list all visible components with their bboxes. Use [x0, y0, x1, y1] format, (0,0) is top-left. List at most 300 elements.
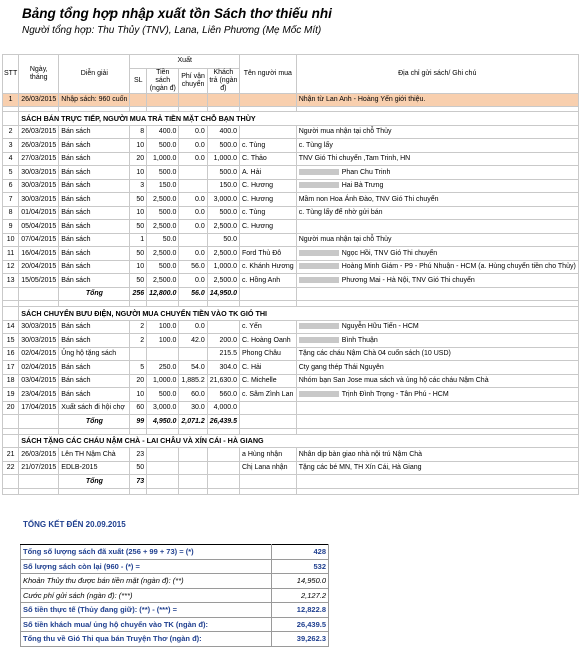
- tien-cell: 2,500.0: [147, 220, 179, 234]
- note-text: Nguyễn Hữu Tiến - HCM: [341, 323, 419, 331]
- note-text: Phan Chu Trinh: [341, 168, 391, 176]
- desc-cell: Bán sách: [59, 152, 130, 166]
- tien-cell: 500.0: [147, 260, 179, 274]
- note-cell: [296, 415, 578, 429]
- tien-cell: 1,000.0: [147, 374, 179, 388]
- buyer-cell: [240, 475, 297, 489]
- sheet-title: Bảng tổng hợp nhập xuất tồn Sách thơ thiếu nhi: [22, 6, 332, 21]
- tien-cell: 3,000.0: [147, 401, 179, 415]
- note-text: Phương Mai - Hà Nội, TNV Gió Thi chuyển: [341, 276, 475, 284]
- summary-value: 428: [272, 545, 329, 560]
- total-row: [3, 475, 579, 489]
- note-text: Người mua nhận tại chỗ Thủy: [298, 128, 392, 136]
- stt-cell: [3, 475, 19, 489]
- note-cell: [296, 287, 578, 301]
- desc-cell: Bán sách: [59, 334, 130, 348]
- stt-cell: [3, 287, 19, 301]
- date-cell: 30/03/2015: [19, 166, 59, 180]
- khach-cell: 215.5: [207, 347, 239, 361]
- header-phi: Phí vận chuyển: [179, 68, 207, 93]
- note-cell: [296, 475, 578, 489]
- phi-cell: 42.0: [179, 334, 207, 348]
- note-text: Mầm non Hoa Ánh Đào, TNV Gió Thi chuyển: [298, 195, 439, 203]
- total-tien: [147, 475, 179, 489]
- redacted-block: [299, 391, 339, 397]
- sl-cell: 10: [130, 260, 147, 274]
- stt-cell: 6: [3, 179, 19, 193]
- stt-cell: 5: [3, 166, 19, 180]
- tien-cell: 500.0: [147, 166, 179, 180]
- note-text: Cty gang thép Thái Nguyên: [298, 363, 384, 371]
- table-row: [3, 388, 579, 402]
- note-text: Nhóm bạn San Jose mua sách và ủng hộ các cháu Nậm Chà: [298, 377, 489, 385]
- tien-cell: 100.0: [147, 334, 179, 348]
- sl-cell: 20: [130, 374, 147, 388]
- desc-cell: Xuất sách đi hội chợ: [59, 401, 130, 415]
- section-stt: [3, 307, 19, 321]
- summary-row: [21, 632, 329, 647]
- table-row: [3, 374, 579, 388]
- buyer-cell: C. Hương: [240, 220, 297, 234]
- note-text: TNV Gió Thi chuyển ,Tam Trinh, HN: [298, 155, 411, 163]
- buyer-cell: A. Hải: [240, 166, 297, 180]
- header-tien-sach: Tiền sách (ngàn đ): [147, 68, 179, 93]
- date-cell: 26/03/2015: [19, 448, 59, 462]
- buyer-cell: a Hùng nhận: [240, 448, 297, 462]
- table-row: [3, 152, 579, 166]
- summary-value: 39,262.3: [272, 632, 329, 647]
- summary-label: Số tiền khách mua/ ủng hộ chuyển vào TK (ngàn đ):: [21, 617, 272, 632]
- spacer-row: [3, 488, 579, 494]
- phi-cell: 0.0: [179, 274, 207, 288]
- total-phi: 2,071.2: [179, 415, 207, 429]
- phi-cell: 56.0: [179, 260, 207, 274]
- total-khach: 26,439.5: [207, 415, 239, 429]
- desc-cell: Bán sách: [59, 220, 130, 234]
- summary-value: 2,127.2: [272, 588, 329, 603]
- header-address: Địa chỉ gửi sách/ Ghi chú: [296, 55, 578, 94]
- note-text: Ngọc Hồi, TNV Gió Thi chuyển: [341, 249, 438, 257]
- section-heading: SÁCH BÁN TRỰC TIẾP, NGƯỜI MUA TRẢ TIỀN MẶT CHỖ BẠN THÙY: [19, 112, 579, 126]
- khach-cell: [207, 93, 239, 107]
- date-cell: 15/05/2015: [19, 274, 59, 288]
- stt-cell: 21: [3, 448, 19, 462]
- buyer-cell: c. Khánh Hương: [240, 260, 297, 274]
- buyer-cell: Phong Châu: [240, 347, 297, 361]
- note-text: c. Tùng lấy để nhờ gửi bán: [298, 209, 383, 217]
- date-cell: 03/04/2015: [19, 374, 59, 388]
- phi-cell: 30.0: [179, 401, 207, 415]
- desc-cell: Bán sách: [59, 247, 130, 261]
- total-label: Tổng: [59, 415, 130, 429]
- header-xuat: Xuất: [130, 55, 240, 69]
- sl-cell: 50: [130, 193, 147, 207]
- empty-cell: [130, 488, 147, 494]
- note-text: Bình Thuận: [341, 336, 378, 344]
- summary-value: 26,439.5: [272, 617, 329, 632]
- table-row: [3, 206, 579, 220]
- tien-cell: 150.0: [147, 179, 179, 193]
- buyer-cell: Chị Lana nhận: [240, 461, 297, 475]
- section-heading-row: [3, 112, 579, 126]
- note-cell: [296, 448, 578, 462]
- desc-cell: Bán sách: [59, 260, 130, 274]
- phi-cell: 0.0: [179, 320, 207, 334]
- buyer-cell: C. Hương: [240, 193, 297, 207]
- note-text: Tặng các cháu Nậm Chà 04 cuốn sách (10 USD): [298, 350, 451, 358]
- redacted-block: [299, 337, 339, 343]
- table-body: [3, 93, 579, 494]
- note-cell: [296, 206, 578, 220]
- phi-cell: [179, 93, 207, 107]
- khach-cell: 1,000.0: [207, 260, 239, 274]
- date-cell: [19, 475, 59, 489]
- note-text: Hai Bà Trưng: [341, 182, 384, 190]
- sl-cell: [130, 347, 147, 361]
- sl-cell: 50: [130, 274, 147, 288]
- header-buyer: Tên người mua: [240, 55, 297, 94]
- date-cell: 02/04/2015: [19, 347, 59, 361]
- date-cell: 30/03/2015: [19, 334, 59, 348]
- note-text: Tặng các bé MN, TH Xín Cái, Hà Giang: [298, 464, 422, 472]
- tien-cell: [147, 448, 179, 462]
- khach-cell: 2,500.0: [207, 274, 239, 288]
- note-cell: [296, 374, 578, 388]
- date-cell: 26/03/2015: [19, 93, 59, 107]
- desc-cell: Bán sách: [59, 274, 130, 288]
- buyer-cell: C. Thảo: [240, 152, 297, 166]
- date-cell: [19, 287, 59, 301]
- desc-cell: Bán sách: [59, 320, 130, 334]
- sl-cell: [130, 93, 147, 107]
- redacted-block: [299, 263, 339, 269]
- total-phi: 56.0: [179, 287, 207, 301]
- empty-cell: [3, 488, 19, 494]
- khach-cell: 3,000.0: [207, 193, 239, 207]
- total-row: [3, 415, 579, 429]
- sl-cell: 10: [130, 206, 147, 220]
- section-stt: [3, 434, 19, 448]
- date-cell: 17/04/2015: [19, 401, 59, 415]
- tien-cell: 2,500.0: [147, 247, 179, 261]
- total-phi: [179, 475, 207, 489]
- desc-cell: Bán sách: [59, 374, 130, 388]
- table-row: [3, 461, 579, 475]
- buyer-cell: c. Hồng Anh: [240, 274, 297, 288]
- desc-cell: Bán sách: [59, 361, 130, 375]
- phi-cell: [179, 233, 207, 247]
- total-tien: 4,950.0: [147, 415, 179, 429]
- buyer-cell: [240, 125, 297, 139]
- tien-cell: [147, 93, 179, 107]
- date-cell: 27/03/2015: [19, 152, 59, 166]
- stt-cell: 4: [3, 152, 19, 166]
- khach-cell: 2,500.0: [207, 247, 239, 261]
- khach-cell: 50.0: [207, 233, 239, 247]
- table-row: [3, 220, 579, 234]
- sl-cell: 20: [130, 152, 147, 166]
- note-cell: [296, 193, 578, 207]
- redacted-block: [299, 250, 339, 256]
- stt-cell: 10: [3, 233, 19, 247]
- khach-cell: 1,000.0: [207, 152, 239, 166]
- total-khach: [207, 475, 239, 489]
- stt-cell: 1: [3, 93, 19, 107]
- phi-cell: 0.0: [179, 152, 207, 166]
- table-row: [3, 139, 579, 153]
- redacted-block: [299, 169, 339, 175]
- tien-cell: 400.0: [147, 125, 179, 139]
- tien-cell: [147, 347, 179, 361]
- note-cell: [296, 388, 578, 402]
- date-cell: [19, 415, 59, 429]
- buyer-cell: C. Hoàng Oanh: [240, 334, 297, 348]
- note-cell: Nhận từ Lan Anh - Hoàng Yến giới thiệu.: [296, 93, 578, 107]
- phi-cell: 0.0: [179, 139, 207, 153]
- total-sl: 99: [130, 415, 147, 429]
- sl-cell: 60: [130, 401, 147, 415]
- sl-cell: 50: [130, 247, 147, 261]
- table-row: [3, 401, 579, 415]
- summary-value: 532: [272, 559, 329, 574]
- tien-cell: 250.0: [147, 361, 179, 375]
- sl-cell: 50: [130, 461, 147, 475]
- summary-label: Số tiền thực tế (Thủy đang giữ): (**) - (***) =: [21, 603, 272, 618]
- phi-cell: [179, 166, 207, 180]
- stt-cell: 20: [3, 401, 19, 415]
- buyer-cell: C. Hương: [240, 179, 297, 193]
- sl-cell: 50: [130, 220, 147, 234]
- note-cell: [296, 320, 578, 334]
- redacted-block: [299, 182, 339, 188]
- summary-label: Số lượng sách còn lại (960 - (*) =: [21, 559, 272, 574]
- sl-cell: 2: [130, 320, 147, 334]
- note-cell: [296, 152, 578, 166]
- date-cell: 01/04/2015: [19, 206, 59, 220]
- phi-cell: 0.0: [179, 206, 207, 220]
- total-sl: 73: [130, 475, 147, 489]
- total-label: Tổng: [59, 287, 130, 301]
- desc-cell: Bán sách: [59, 179, 130, 193]
- note-cell: [296, 220, 578, 234]
- khach-cell: [207, 461, 239, 475]
- buyer-cell: c. Yến: [240, 320, 297, 334]
- empty-cell: [240, 488, 297, 494]
- khach-cell: 500.0: [207, 139, 239, 153]
- empty-cell: [19, 488, 59, 494]
- sl-cell: 2: [130, 334, 147, 348]
- summary-table: [20, 544, 329, 647]
- khach-cell: 400.0: [207, 125, 239, 139]
- khach-cell: 150.0: [207, 179, 239, 193]
- khach-cell: [207, 448, 239, 462]
- empty-cell: [296, 488, 578, 494]
- tien-cell: 500.0: [147, 206, 179, 220]
- buyer-cell: [240, 401, 297, 415]
- date-cell: 23/04/2015: [19, 388, 59, 402]
- phi-cell: [179, 448, 207, 462]
- desc-cell: EDLB-2015: [59, 461, 130, 475]
- date-cell: 30/03/2015: [19, 320, 59, 334]
- sheet-subtitle: Người tổng hợp: Thu Thủy (TNV), Lana, Liên Phương (Mẹ Mốc Mít): [22, 25, 322, 36]
- total-label: Tổng: [59, 475, 130, 489]
- phi-cell: 0.0: [179, 247, 207, 261]
- summary-row: [21, 603, 329, 618]
- desc-cell: Bán sách: [59, 206, 130, 220]
- header-sl: SL: [130, 68, 147, 93]
- note-cell: [296, 401, 578, 415]
- date-cell: 21/07/2015: [19, 461, 59, 475]
- note-text: Nhân dịp bàn giao nhà nội trú Nậm Chà: [298, 450, 423, 458]
- summary-label: Tổng số lượng sách đã xuất (256 + 99 + 73) = (*): [21, 545, 272, 560]
- buyer-cell: Ford Thủ Đô: [240, 247, 297, 261]
- import-row: [3, 93, 579, 107]
- tien-cell: 2,500.0: [147, 193, 179, 207]
- buyer-cell: C. Hải: [240, 361, 297, 375]
- summary-row: [21, 588, 329, 603]
- buyer-cell: c. Sâm Zình Lan: [240, 388, 297, 402]
- stt-cell: 12: [3, 260, 19, 274]
- redacted-block: [299, 277, 339, 283]
- stt-cell: 13: [3, 274, 19, 288]
- date-cell: 02/04/2015: [19, 361, 59, 375]
- sl-cell: 10: [130, 388, 147, 402]
- sl-cell: 1: [130, 233, 147, 247]
- sl-cell: 10: [130, 166, 147, 180]
- phi-cell: [179, 461, 207, 475]
- phi-cell: 0.0: [179, 125, 207, 139]
- stt-cell: 18: [3, 374, 19, 388]
- buyer-cell: [240, 233, 297, 247]
- buyer-cell: [240, 415, 297, 429]
- date-cell: 30/03/2015: [19, 193, 59, 207]
- summary-title: TỔNG KẾT ĐẾN 20.09.2015: [23, 520, 126, 529]
- stt-cell: 22: [3, 461, 19, 475]
- empty-cell: [59, 488, 130, 494]
- desc-cell: Bán sách: [59, 193, 130, 207]
- phi-cell: [179, 179, 207, 193]
- table-row: [3, 347, 579, 361]
- note-cell: [296, 139, 578, 153]
- stt-cell: 16: [3, 347, 19, 361]
- table-row: [3, 233, 579, 247]
- stt-cell: [3, 415, 19, 429]
- header-date: Ngày, tháng: [19, 55, 59, 94]
- note-cell: [296, 166, 578, 180]
- stt-cell: 3: [3, 139, 19, 153]
- note-cell: [296, 274, 578, 288]
- date-cell: 26/03/2015: [19, 125, 59, 139]
- section-heading: SÁCH CHUYỂN BƯU ĐIỆN, NGƯỜI MUA CHUYỂN TIỀN VÀO TK GIÓ THI: [19, 307, 579, 321]
- khach-cell: 21,630.0: [207, 374, 239, 388]
- note-cell: [296, 260, 578, 274]
- summary-label: Tổng thu về Gió Thi qua bán Truyện Thơ (ngàn đ):: [21, 632, 272, 647]
- table-row: [3, 260, 579, 274]
- summary-label: Cước phí gửi sách (ngàn đ): (***): [21, 588, 272, 603]
- stt-cell: 9: [3, 220, 19, 234]
- stt-cell: 2: [3, 125, 19, 139]
- tien-cell: 2,500.0: [147, 274, 179, 288]
- desc-cell: Bán sách: [59, 125, 130, 139]
- note-cell: [296, 125, 578, 139]
- tien-cell: 500.0: [147, 388, 179, 402]
- note-cell: [296, 334, 578, 348]
- redacted-block: [299, 323, 339, 329]
- section-stt: [3, 112, 19, 126]
- summary-row: [21, 559, 329, 574]
- khach-cell: [207, 320, 239, 334]
- khach-cell: 500.0: [207, 166, 239, 180]
- summary-value: 12,822.8: [272, 603, 329, 618]
- table-row: [3, 193, 579, 207]
- buyer-cell: [240, 287, 297, 301]
- date-cell: 05/04/2015: [19, 220, 59, 234]
- note-text: Trịnh Đình Trọng - Tân Phú - HCM: [341, 390, 449, 398]
- phi-cell: 0.0: [179, 193, 207, 207]
- buyer-cell: c. Tùng: [240, 206, 297, 220]
- table-row: [3, 166, 579, 180]
- stt-cell: 17: [3, 361, 19, 375]
- khach-cell: 304.0: [207, 361, 239, 375]
- desc-cell: Bán sách: [59, 388, 130, 402]
- date-cell: 16/04/2015: [19, 247, 59, 261]
- buyer-cell: C. Michelle: [240, 374, 297, 388]
- summary-row: [21, 574, 329, 589]
- date-cell: 20/04/2015: [19, 260, 59, 274]
- note-text: Người mua nhận tại chỗ Thủy: [298, 236, 392, 244]
- note-text: Hoàng Minh Giám - P9 - Phú Nhuận - HCM (a. Hùng chuyển tiền cho Thủy): [341, 263, 576, 271]
- khach-cell: 4,000.0: [207, 401, 239, 415]
- table-row: [3, 247, 579, 261]
- header-stt: STT: [3, 55, 19, 94]
- stt-cell: 14: [3, 320, 19, 334]
- desc-cell: Nhập sách: 960 cuốn: [59, 93, 130, 107]
- note-cell: [296, 347, 578, 361]
- phi-cell: 54.0: [179, 361, 207, 375]
- summary-row: [21, 545, 329, 560]
- tien-cell: 100.0: [147, 320, 179, 334]
- tien-cell: 50.0: [147, 233, 179, 247]
- tien-cell: 1,000.0: [147, 152, 179, 166]
- total-row: [3, 287, 579, 301]
- phi-cell: [179, 347, 207, 361]
- phi-cell: 0.0: [179, 220, 207, 234]
- table-row: [3, 448, 579, 462]
- tien-cell: [147, 461, 179, 475]
- phi-cell: 60.0: [179, 388, 207, 402]
- inventory-table: [2, 54, 579, 495]
- note-cell: [296, 461, 578, 475]
- note-cell: [296, 233, 578, 247]
- table-row: [3, 179, 579, 193]
- khach-cell: 500.0: [207, 206, 239, 220]
- table-row: [3, 320, 579, 334]
- section-heading-row: [3, 307, 579, 321]
- tien-cell: 500.0: [147, 139, 179, 153]
- section-heading-row: [3, 434, 579, 448]
- summary-label: Khoản Thủy thu được bán tiền mặt (ngàn đ): (**): [21, 574, 272, 589]
- stt-cell: 7: [3, 193, 19, 207]
- total-khach: 14,950.0: [207, 287, 239, 301]
- sl-cell: 5: [130, 361, 147, 375]
- stt-cell: 8: [3, 206, 19, 220]
- khach-cell: 2,500.0: [207, 220, 239, 234]
- note-cell: [296, 247, 578, 261]
- note-text: c. Tùng lấy: [298, 141, 333, 149]
- desc-cell: Bán sách: [59, 166, 130, 180]
- table-row: [3, 274, 579, 288]
- summary-row: [21, 617, 329, 632]
